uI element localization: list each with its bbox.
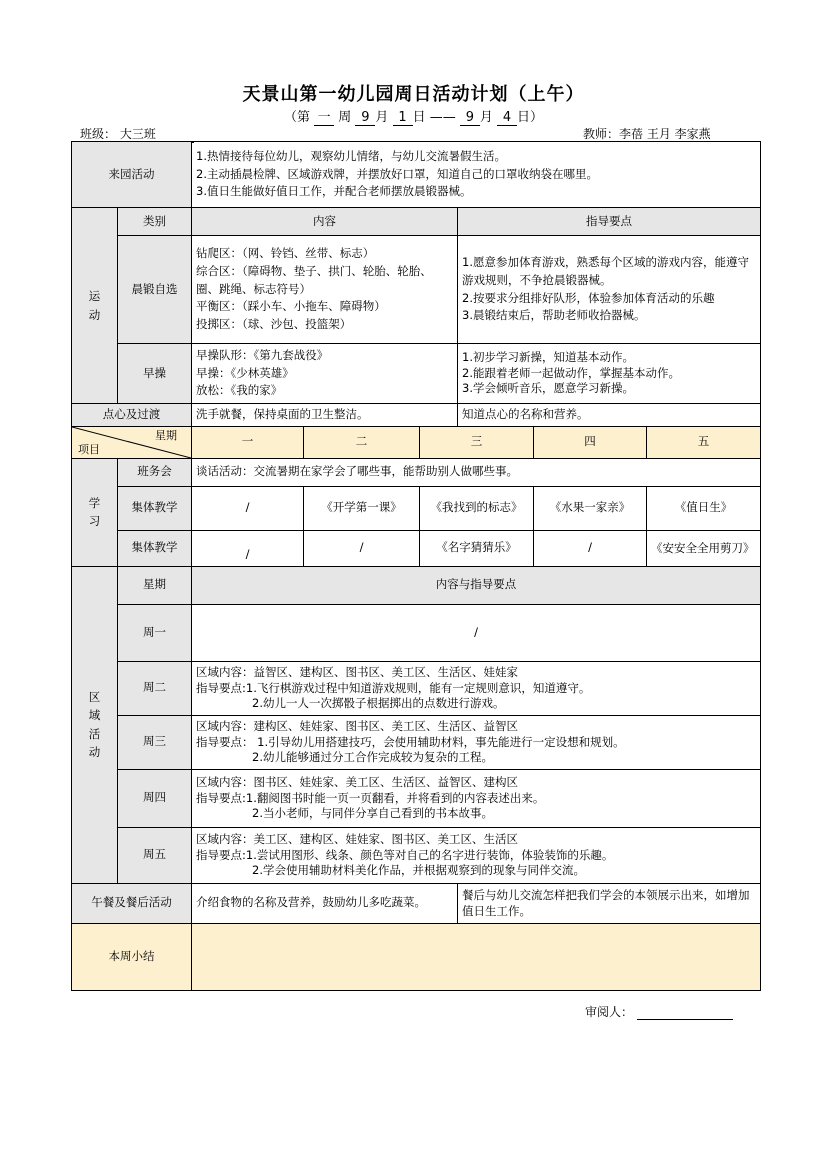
group-teaching-row-1 xyxy=(72,486,761,530)
teacher-info: 教师：李蓓 王月 李家燕 xyxy=(583,127,711,141)
area-section-label: 区 域 活 动 xyxy=(72,566,118,883)
weekday-4: 四 xyxy=(534,426,647,458)
lunch-guide: 餐后与幼儿交流怎样把我们学会的本领展示出来，如增加值日生工作。 xyxy=(458,883,761,923)
exercise-guide-header: 指导要点 xyxy=(458,208,761,236)
exercise-section-label: 运 动 xyxy=(72,208,118,404)
exercise-content-header: 内容 xyxy=(192,208,458,236)
morning-exercise-content: 钻爬区：（网、铃铛、丝带、标志） 综合区：（障碍物、垫子、拱门、轮胎、轮胎、圈、跳绳、标志符号） 平衡区：（踩小车、小拖车、障碍物） 投掷区：（球、沙包、投篮架） xyxy=(192,236,458,344)
area-day-fri: 周五 xyxy=(118,827,192,883)
snack-row xyxy=(72,404,761,427)
group-1-day-2: 《开学第一课》 xyxy=(304,486,420,530)
summary-label: 本周小结 xyxy=(72,923,192,990)
exercise-header-row xyxy=(72,208,761,236)
drill-row xyxy=(72,344,761,404)
class-meeting-content: 谈话活动：交流暑期在家学会了哪些事，能帮助别人做哪些事。 xyxy=(192,458,761,486)
area-content-mon: / xyxy=(192,604,761,661)
weekday-1: 一 xyxy=(192,426,304,458)
lunch-label: 午餐及餐后活动 xyxy=(72,883,192,923)
group-2-day-5: 《安安全全用剪刀》 xyxy=(647,530,761,566)
teacher-value: 李蓓 王月 李家燕 xyxy=(619,127,711,141)
snack-guide: 知道点心的名称和营养。 xyxy=(458,404,761,427)
summary-content xyxy=(192,923,761,990)
area-row-mon xyxy=(72,604,761,661)
group-1-day-1: / xyxy=(192,486,304,530)
group-2-day-2: / xyxy=(304,530,420,566)
arrival-content: 1.热情接待每位幼儿，观察幼儿情绪，与幼儿交流暑假生活。 2.主动插晨检牌、区域游戏牌，并摆放好口罩，知道自己的口罩收纳袋在哪里。 3.值日生能做好值日工作，并配合老师摆放晨锻器械。 xyxy=(192,142,761,208)
class-meeting-row xyxy=(72,458,761,486)
weekday-2: 二 xyxy=(304,426,420,458)
item-axis-label: 项目 xyxy=(78,442,100,456)
area-row-wed xyxy=(72,715,761,769)
plan-table xyxy=(71,141,761,991)
area-day-tue: 周二 xyxy=(118,661,192,715)
group-teaching-label-1: 集体教学 xyxy=(118,486,192,530)
start-day: 1 xyxy=(393,110,413,126)
area-day-mon: 周一 xyxy=(118,604,192,661)
morning-exercise-guide: 1.愿意参加体育游戏，熟悉每个区域的游戏内容，能遵守游戏规则，不争抢晨锻器械。 2.按要求分组排好队形，体验参加体育活动的乐趣 3.晨锻结束后，帮助老师收拾器械。 xyxy=(458,236,761,344)
summary-row xyxy=(72,923,761,990)
area-content-fri: 区域内容：美工区、建构区、娃娃家、图书区、美工区、生活区 指导要点:1.尝试用图形、线条、颜色等对自己的名字进行装饰，体验装饰的乐趣。 2.学会使用辅助材料美化作品，并根据观察到的现象与同伴交流。 xyxy=(192,827,761,883)
drill-content: 早操队形：《第九套战役》 早操：《少林英雄》 放松：《我的家》 xyxy=(192,344,458,404)
reviewer-signature: 审阅人： xyxy=(585,1003,733,1020)
area-row-tue xyxy=(72,661,761,715)
area-day-wed: 周三 xyxy=(118,715,192,769)
date-range: （第 一 周 9 月 1 日 —— 9 月 4 日） xyxy=(0,106,827,126)
reviewer-blank xyxy=(637,1005,733,1020)
page-title: 天景山第一幼儿园周日活动计划（上午） xyxy=(242,84,585,105)
class-value: 大三班 xyxy=(116,125,194,143)
lunch-row xyxy=(72,883,761,923)
group-1-day-5: 《值日生》 xyxy=(647,486,761,530)
group-teaching-label-2: 集体教学 xyxy=(118,530,192,566)
area-day-thu: 周四 xyxy=(118,769,192,827)
weekday-5: 五 xyxy=(647,426,761,458)
weekday-header-row xyxy=(72,426,761,458)
class-info: 班级： 大三班 xyxy=(80,125,194,143)
snack-content: 洗手就餐，保持桌面的卫生整洁。 xyxy=(192,404,458,427)
week-number: 一 xyxy=(314,106,334,126)
area-content-wed: 区域内容：建构区、娃娃家、图书区、美工区、生活区、益智区 指导要点： 1.引导幼儿用搭建技巧，会使用辅助材料，事先能进行一定设想和规划。 2.幼儿能够通过分工合作完成较为复杂的工程。 xyxy=(192,715,761,769)
morning-exercise-row xyxy=(72,236,761,344)
exercise-type-header: 类别 xyxy=(118,208,192,236)
study-section-label: 学 习 xyxy=(72,458,118,566)
group-2-day-1: / xyxy=(192,530,304,566)
morning-exercise-label: 晨锻自选 xyxy=(118,236,192,344)
weekday-3: 三 xyxy=(420,426,534,458)
snack-label: 点心及过渡 xyxy=(72,404,192,427)
area-content-header: 内容与指导要点 xyxy=(192,566,761,604)
area-content-thu: 区域内容：图书区、娃娃家、美工区、生活区、益智区、建构区 指导要点:1.翻阅图书时能一页一页翻看，并将看到的内容表述出来。 2.当小老师，与同伴分享自己看到的书本故事。 xyxy=(192,769,761,827)
arrival-label: 来园活动 xyxy=(72,142,192,208)
start-month: 9 xyxy=(355,110,375,126)
diagonal-header-cell xyxy=(72,426,192,458)
area-header-row xyxy=(72,566,761,604)
drill-label: 早操 xyxy=(118,344,192,404)
weekday-axis-label: 星期 xyxy=(155,428,177,442)
group-1-day-4: 《水果一家亲》 xyxy=(534,486,647,530)
group-2-day-3: 《名字猜猜乐》 xyxy=(420,530,534,566)
end-day: 4 xyxy=(497,110,517,126)
class-meeting-label: 班务会 xyxy=(118,458,192,486)
area-content-tue: 区域内容：益智区、建构区、图书区、美工区、生活区、娃娃家 指导要点:1.飞行棋游戏过程中知道游戏规则，能有一定规则意识，知道遵守。 2.幼儿一人一次掷骰子根据掷出的点数进行游戏。 xyxy=(192,661,761,715)
group-teaching-row-2 xyxy=(72,530,761,566)
area-day-header: 星期 xyxy=(118,566,192,604)
area-row-fri xyxy=(72,827,761,883)
area-row-thu xyxy=(72,769,761,827)
drill-guide: 1.初步学习新操，知道基本动作。 2.能跟着老师一起做动作，掌握基本动作。 3.学会倾听音乐，愿意学习新操。 xyxy=(458,344,761,404)
group-1-day-3: 《我找到的标志》 xyxy=(420,486,534,530)
lunch-content: 介绍食物的名称及营养，鼓励幼儿多吃蔬菜。 xyxy=(192,883,458,923)
arrival-row xyxy=(72,142,761,208)
end-month: 9 xyxy=(460,110,480,126)
group-2-day-4: / xyxy=(534,530,647,566)
